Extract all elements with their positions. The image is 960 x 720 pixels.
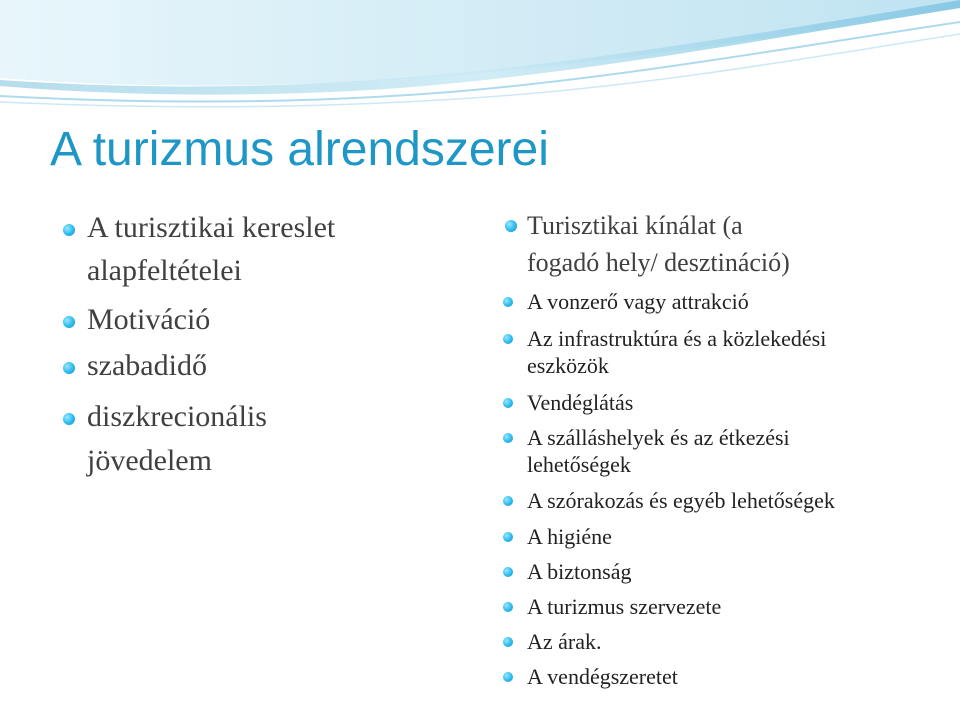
header-wave-decoration [0,0,960,110]
right-list-item-line: A vendégszeretet [527,664,678,689]
right-list-item-line: Az árak. [527,629,602,654]
bullet-icon [503,433,513,443]
bullet-icon [63,413,75,425]
bullet-icon [63,362,75,374]
bullet-icon [505,220,517,232]
slide-title: A turizmus alrendszerei [50,123,549,176]
bullet-icon [503,532,513,542]
right-list-item-line: A szórakozás és egyéb lehetőségek [527,488,835,513]
bullet-icon [63,316,75,328]
bullet-icon [63,224,75,236]
right-list-item-line: A vonzerő vagy attrakció [527,289,749,314]
left-list-item-line: szabadidő [87,349,207,382]
right-list-item-line: eszközök [527,353,609,378]
right-list-item-line: A biztonság [527,559,632,584]
left-list-item-line: Motiváció [87,303,211,336]
bullet-icon [503,334,513,344]
left-list-item-line: diszkrecionális [87,400,267,433]
right-list-item-line: A szálláshelyek és az étkezési [527,425,790,450]
right-heading-line: Turisztikai kínálat (a [527,211,743,240]
left-list-item-line: A turisztikai kereslet [87,211,336,244]
right-list-item-line: Vendéglátás [527,390,634,415]
right-list-item-line: lehetőségek [527,452,631,477]
bullet-icon [503,672,513,682]
bullet-icon [503,496,513,506]
bullet-icon [503,398,513,408]
right-list-item-line: A higiéne [527,524,612,549]
bullet-icon [503,567,513,577]
left-list-item-line: jövedelem [87,444,212,477]
bullet-icon [503,637,513,647]
left-list-item-line: alapfeltételei [87,254,242,287]
bullet-icon [503,297,513,307]
bullet-icon [503,602,513,612]
right-list-item-line: A turizmus szervezete [527,594,722,619]
right-heading-line: fogadó hely/ desztináció) [527,248,790,277]
right-list-item-line: Az infrastruktúra és a közlekedési [527,326,827,351]
